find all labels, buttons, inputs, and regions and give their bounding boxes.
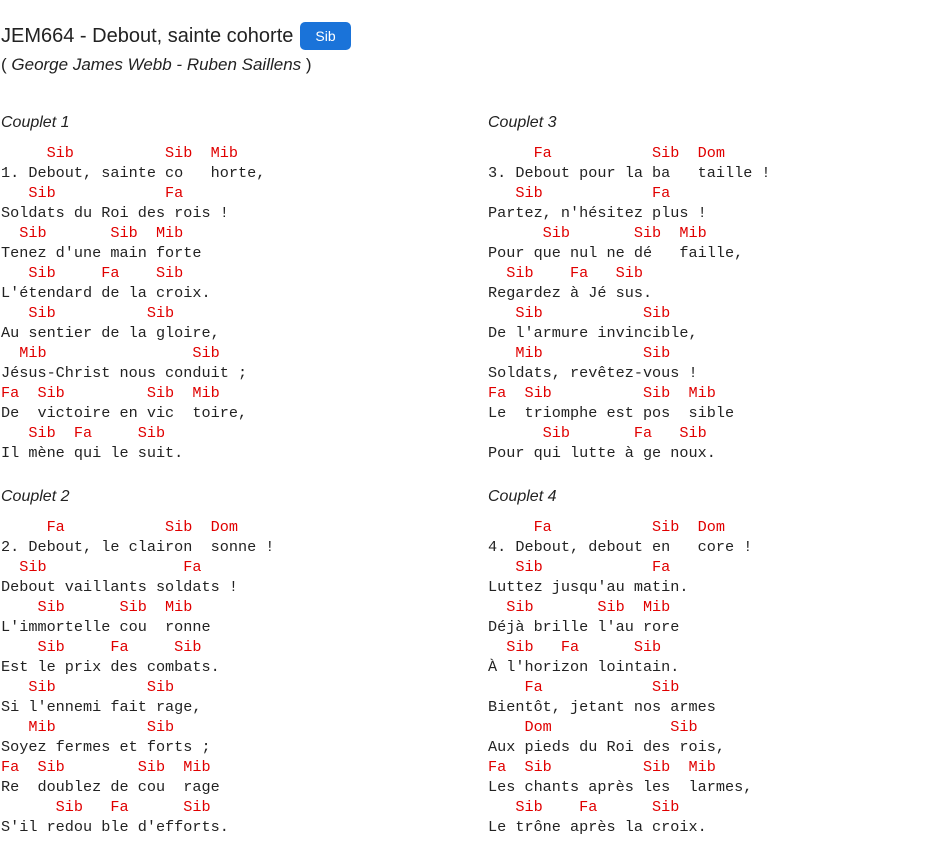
- lyric-line: Si l'ennemi fait rage,: [1, 698, 202, 716]
- lyric-line: Soldats du Roi des rois !: [1, 204, 229, 222]
- chord-line: Mib Sib: [1, 718, 175, 736]
- lyric-line: S'il redou ble d'efforts.: [1, 818, 229, 836]
- song-authors: [1, 55, 941, 75]
- couplet-2: [1, 487, 461, 837]
- lyric-line: De victoire en vic toire,: [1, 404, 248, 422]
- lyric-line: Soldats, revêtez-vous !: [488, 364, 698, 382]
- lyric-line: Est le prix des combats.: [1, 658, 220, 676]
- chord-line: Fa Sib Sib Mib: [1, 384, 220, 402]
- chord-line: Sib Fa Sib: [488, 638, 662, 656]
- chord-line: Sib Sib Mib: [1, 598, 193, 616]
- chord-line: Sib Sib: [488, 304, 671, 322]
- song-header: [1, 20, 941, 75]
- chord-line: Sib Fa Sib: [1, 638, 202, 656]
- couplet-title: Couplet 2: [1, 488, 70, 505]
- chord-line: Sib Sib Mib: [488, 598, 671, 616]
- chord-line: Fa Sib: [488, 678, 680, 696]
- lyric-line: Debout vaillants soldats !: [1, 578, 238, 596]
- chord-line: Fa Sib Dom: [1, 518, 238, 536]
- lyric-line: Il mène qui le suit.: [1, 444, 184, 462]
- title-row: [1, 20, 941, 52]
- chord-line: Sib Sib Mib: [488, 224, 707, 242]
- couplet-lines: [1, 143, 461, 463]
- lyric-line: De l'armure invincible,: [488, 324, 698, 342]
- lyric-line: Aux pieds du Roi des rois,: [488, 738, 725, 756]
- chord-line: Sib Fa Sib: [488, 264, 643, 282]
- chord-line: Sib Fa Sib: [488, 798, 680, 816]
- chord-line: Sib Fa: [488, 184, 671, 202]
- chord-line: Fa Sib Sib Mib: [488, 384, 716, 402]
- couplet-4: [488, 487, 948, 837]
- couplet-lines: [488, 143, 948, 463]
- lyric-line: Re doublez de cou rage: [1, 778, 220, 796]
- lyric-line: Regardez à Jé sus.: [488, 284, 653, 302]
- chord-line: Fa Sib Dom: [488, 144, 725, 162]
- lyric-line: 3. Debout pour la ba taille !: [488, 164, 771, 182]
- lyric-line: À l'horizon lointain.: [488, 658, 680, 676]
- chord-line: Sib Sib: [1, 304, 175, 322]
- chord-line: Dom Sib: [488, 718, 698, 736]
- lyric-line: L'étendard de la croix.: [1, 284, 211, 302]
- couplet-lines: [488, 517, 948, 837]
- chord-line: Sib Fa Sib: [488, 424, 707, 442]
- chord-line: Mib Sib: [1, 344, 220, 362]
- lyric-line: Pour qui lutte à ge noux.: [488, 444, 716, 462]
- chord-line: Sib Fa: [1, 558, 202, 576]
- lyric-line: Le triomphe est pos sible: [488, 404, 735, 422]
- lyric-line: 2. Debout, le clairon sonne !: [1, 538, 275, 556]
- chord-line: Sib Fa: [1, 184, 184, 202]
- song-title: JEM664 - Debout, sainte cohorte: [1, 24, 294, 47]
- chord-line: Fa Sib Sib Mib: [488, 758, 716, 776]
- chord-line: Sib Fa: [488, 558, 671, 576]
- couplet-title: Couplet 4: [488, 488, 557, 505]
- couplet-1: [1, 113, 461, 463]
- lyric-line: Luttez jusqu'au matin.: [488, 578, 689, 596]
- couplet-title: Couplet 3: [488, 114, 557, 131]
- authors-open-paren: (: [1, 55, 12, 74]
- lyric-line: Soyez fermes et forts ;: [1, 738, 211, 756]
- couplet-title: Couplet 1: [1, 114, 70, 131]
- lyric-line: Le trône après la croix.: [488, 818, 707, 836]
- couplet-3: [488, 113, 948, 463]
- lyric-line: Au sentier de la gloire,: [1, 324, 220, 342]
- chord-line: Sib Sib Mib: [1, 224, 184, 242]
- lyric-line: Jésus-Christ nous conduit ;: [1, 364, 248, 382]
- lyric-line: L'immortelle cou ronne: [1, 618, 211, 636]
- chord-line: Sib Fa Sib: [1, 264, 184, 282]
- lyric-line: 4. Debout, debout en core !: [488, 538, 753, 556]
- chord-line: Sib Sib Mib: [1, 144, 238, 162]
- lyric-line: 1. Debout, sainte co horte,: [1, 164, 266, 182]
- lyric-line: Pour que nul ne dé faille,: [488, 244, 744, 262]
- chord-line: Sib Sib: [1, 678, 175, 696]
- authors-names: George James Webb - Ruben Saillens: [11, 55, 302, 74]
- chord-line: Sib Fa Sib: [1, 424, 166, 442]
- lyric-line: Partez, n'hésitez plus !: [488, 204, 707, 222]
- authors-close-paren: ): [301, 55, 312, 74]
- lyric-line: Tenez d'une main forte: [1, 244, 202, 262]
- lyric-line: Les chants après les larmes,: [488, 778, 753, 796]
- chord-line: Fa Sib Sib Mib: [1, 758, 211, 776]
- chord-line: Mib Sib: [488, 344, 671, 362]
- chord-line: Sib Fa Sib: [1, 798, 211, 816]
- chord-line: Fa Sib Dom: [488, 518, 725, 536]
- lyric-line: Bientôt, jetant nos armes: [488, 698, 716, 716]
- couplet-lines: [1, 517, 461, 837]
- key-button[interactable]: Sib: [300, 22, 350, 50]
- lyric-line: Déjà brille l'au rore: [488, 618, 680, 636]
